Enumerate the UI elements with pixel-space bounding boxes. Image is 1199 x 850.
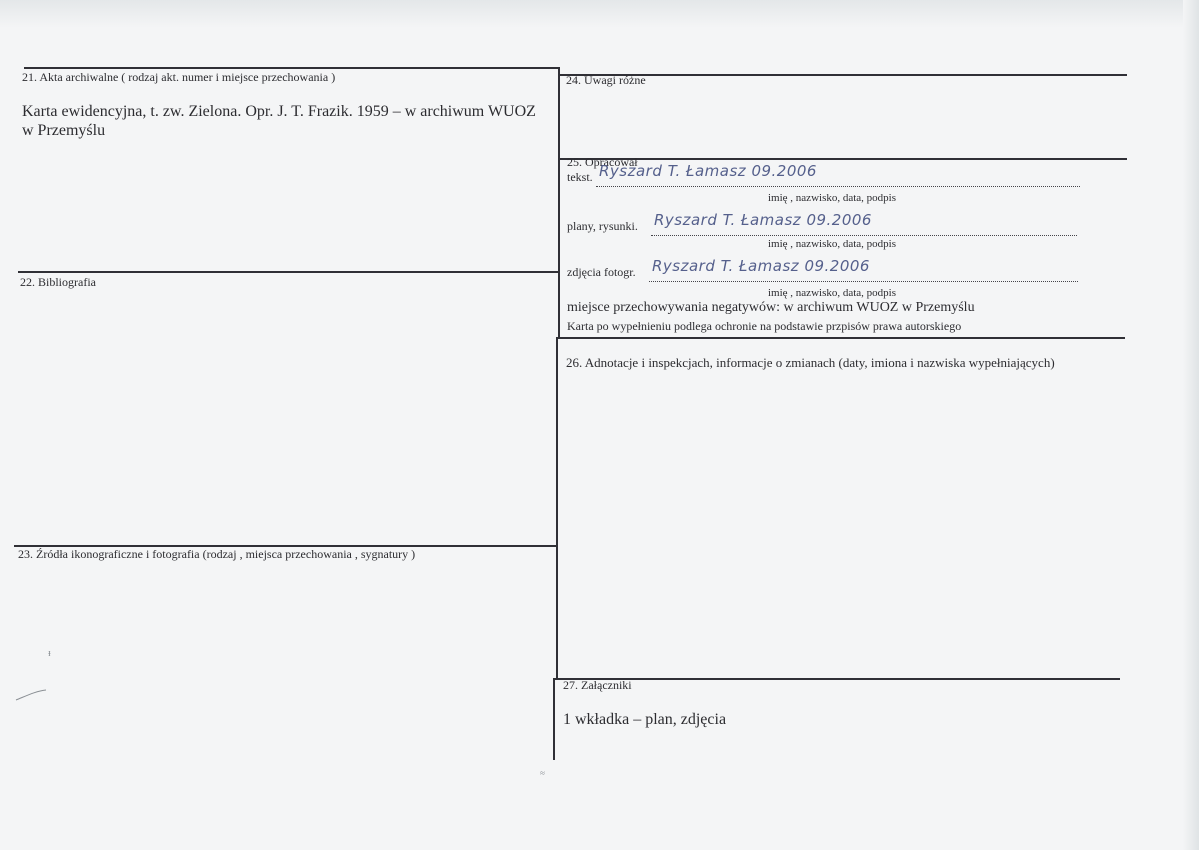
column-divider-upper [558,67,560,339]
pencil-stroke-mark [14,688,48,702]
section-26-label: 26. Adnotacje i inspekcjach, informacje o zmianach (daty, imiona i nazwiska wypełniających) [566,355,1055,370]
negatives-location: miejsce przechowywania negatywów: w archiwum WUOZ w Przemyślu [567,300,975,315]
column-divider-middle [556,337,558,680]
zdjecia-caption: imię , nazwisko, data, podpis [768,287,897,299]
section-21-top-rule [24,67,560,69]
section-21-content: Karta ewidencyjna, t. zw. Zielona. Opr. J. T. Frazik. 1959 – w archiwum WUOZ w Przemyślu [22,103,536,139]
column-divider-lower [553,678,555,760]
plany-label: plany, rysunki. [567,219,638,233]
section-22-label: 22. Bibliografia [20,275,96,289]
tekst-dotted-line [596,186,1080,187]
section-27-top-rule [554,678,1120,680]
section-22-top-rule [18,271,558,273]
section-27-content: 1 wkładka – plan, zdjęcia [563,711,727,728]
tekst-signature: Ryszard T. Łamasz 09.2006 [599,162,817,180]
scan-edge-top [0,0,1199,28]
zdjecia-signature: Ryszard T. Łamasz 09.2006 [652,257,870,275]
scan-speck: ᵻ [48,648,51,659]
section-24-label: 24. Uwagi różne [566,73,646,87]
tekst-caption: imię , nazwisko, data, podpis [768,192,897,204]
section-25-label: 25. Opracował [567,155,638,169]
section-21-label: 21. Akta archiwalne ( rodzaj akt. numer i miejsce przechowania ) [22,70,336,84]
scan-speck: ≈ [540,768,545,778]
section-23-label: 23. Źródła ikonograficzne i fotografia (rodzaj , miejsca przechowania , sygnatury ) [18,547,416,561]
plany-caption: imię , nazwisko, data, podpis [768,238,897,250]
copyright-note: Karta po wypełnieniu podlega ochronie na podstawie przpisów prawa autorskiego [567,319,962,333]
tekst-label: tekst. [567,170,593,184]
plany-dotted-line [651,235,1077,236]
plany-signature: Ryszard T. Łamasz 09.2006 [654,211,872,229]
zdjecia-label: zdjęcia fotogr. [567,265,636,279]
section-26-top-rule [557,337,1125,339]
scan-edge-right [1183,0,1199,850]
zdjecia-dotted-line [649,281,1078,282]
section-25-top-rule [560,158,1127,160]
section-27-label: 27. Załączniki [563,678,632,692]
